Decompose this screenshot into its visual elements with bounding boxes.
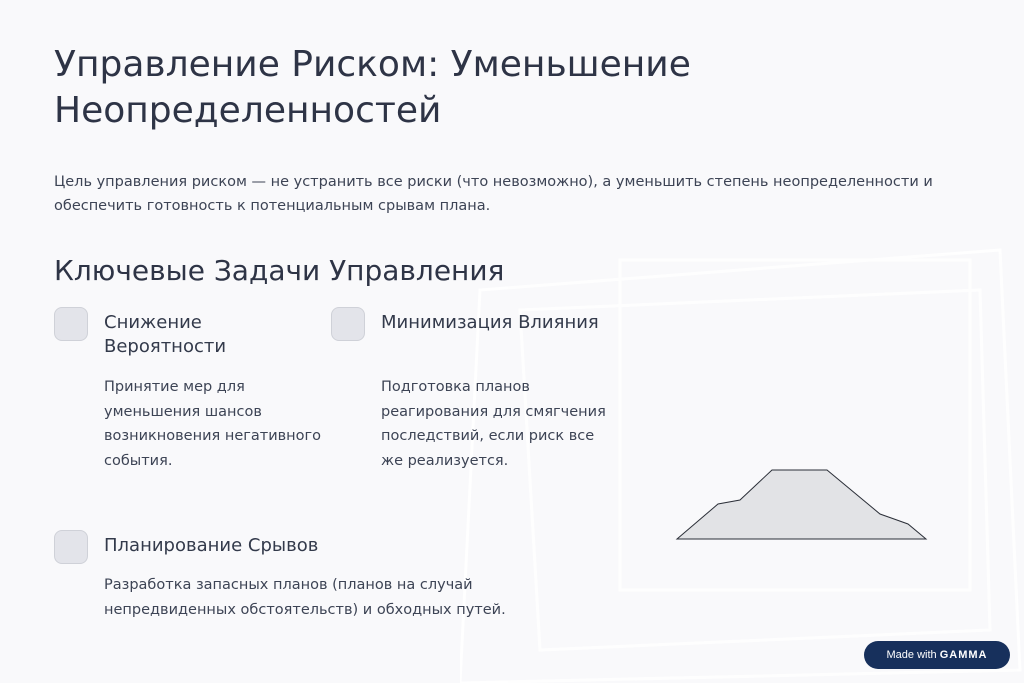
task-title: Минимизация Влияния [381, 312, 599, 333]
task-title: Планирование Срывов [104, 535, 319, 556]
task-icon-placeholder [54, 307, 88, 341]
made-with-gamma-badge[interactable] [864, 641, 1010, 669]
gamma-logo: GAMMA [939, 649, 988, 661]
intro-text: Цель управления риском — не устранить все риски (что невозможно), а уменьшить степень неопределенности и обеспечить готовность к потенциальным срывам плана. [54, 174, 933, 214]
task-title: Снижение Вероятности [104, 312, 227, 357]
task-description: Подготовка планов реагирования для смягчения последствий, если риск все же реализуется. [381, 379, 606, 469]
badge-prefix: Made with [886, 649, 937, 661]
task-description: Разработка запасных планов (планов на случай непредвиденных обстоятельств) и обходных путей. [104, 577, 506, 618]
mountain-shape [677, 470, 926, 539]
task-description: Принятие мер для уменьшения шансов возникновения негативного события. [104, 379, 322, 469]
task-icon-placeholder [331, 307, 365, 341]
section-heading: Ключевые Задачи Управления [54, 254, 505, 287]
page-title: Управление Риском: Уменьшение Неопределенностей [54, 44, 691, 131]
task-icon-placeholder [54, 530, 88, 564]
